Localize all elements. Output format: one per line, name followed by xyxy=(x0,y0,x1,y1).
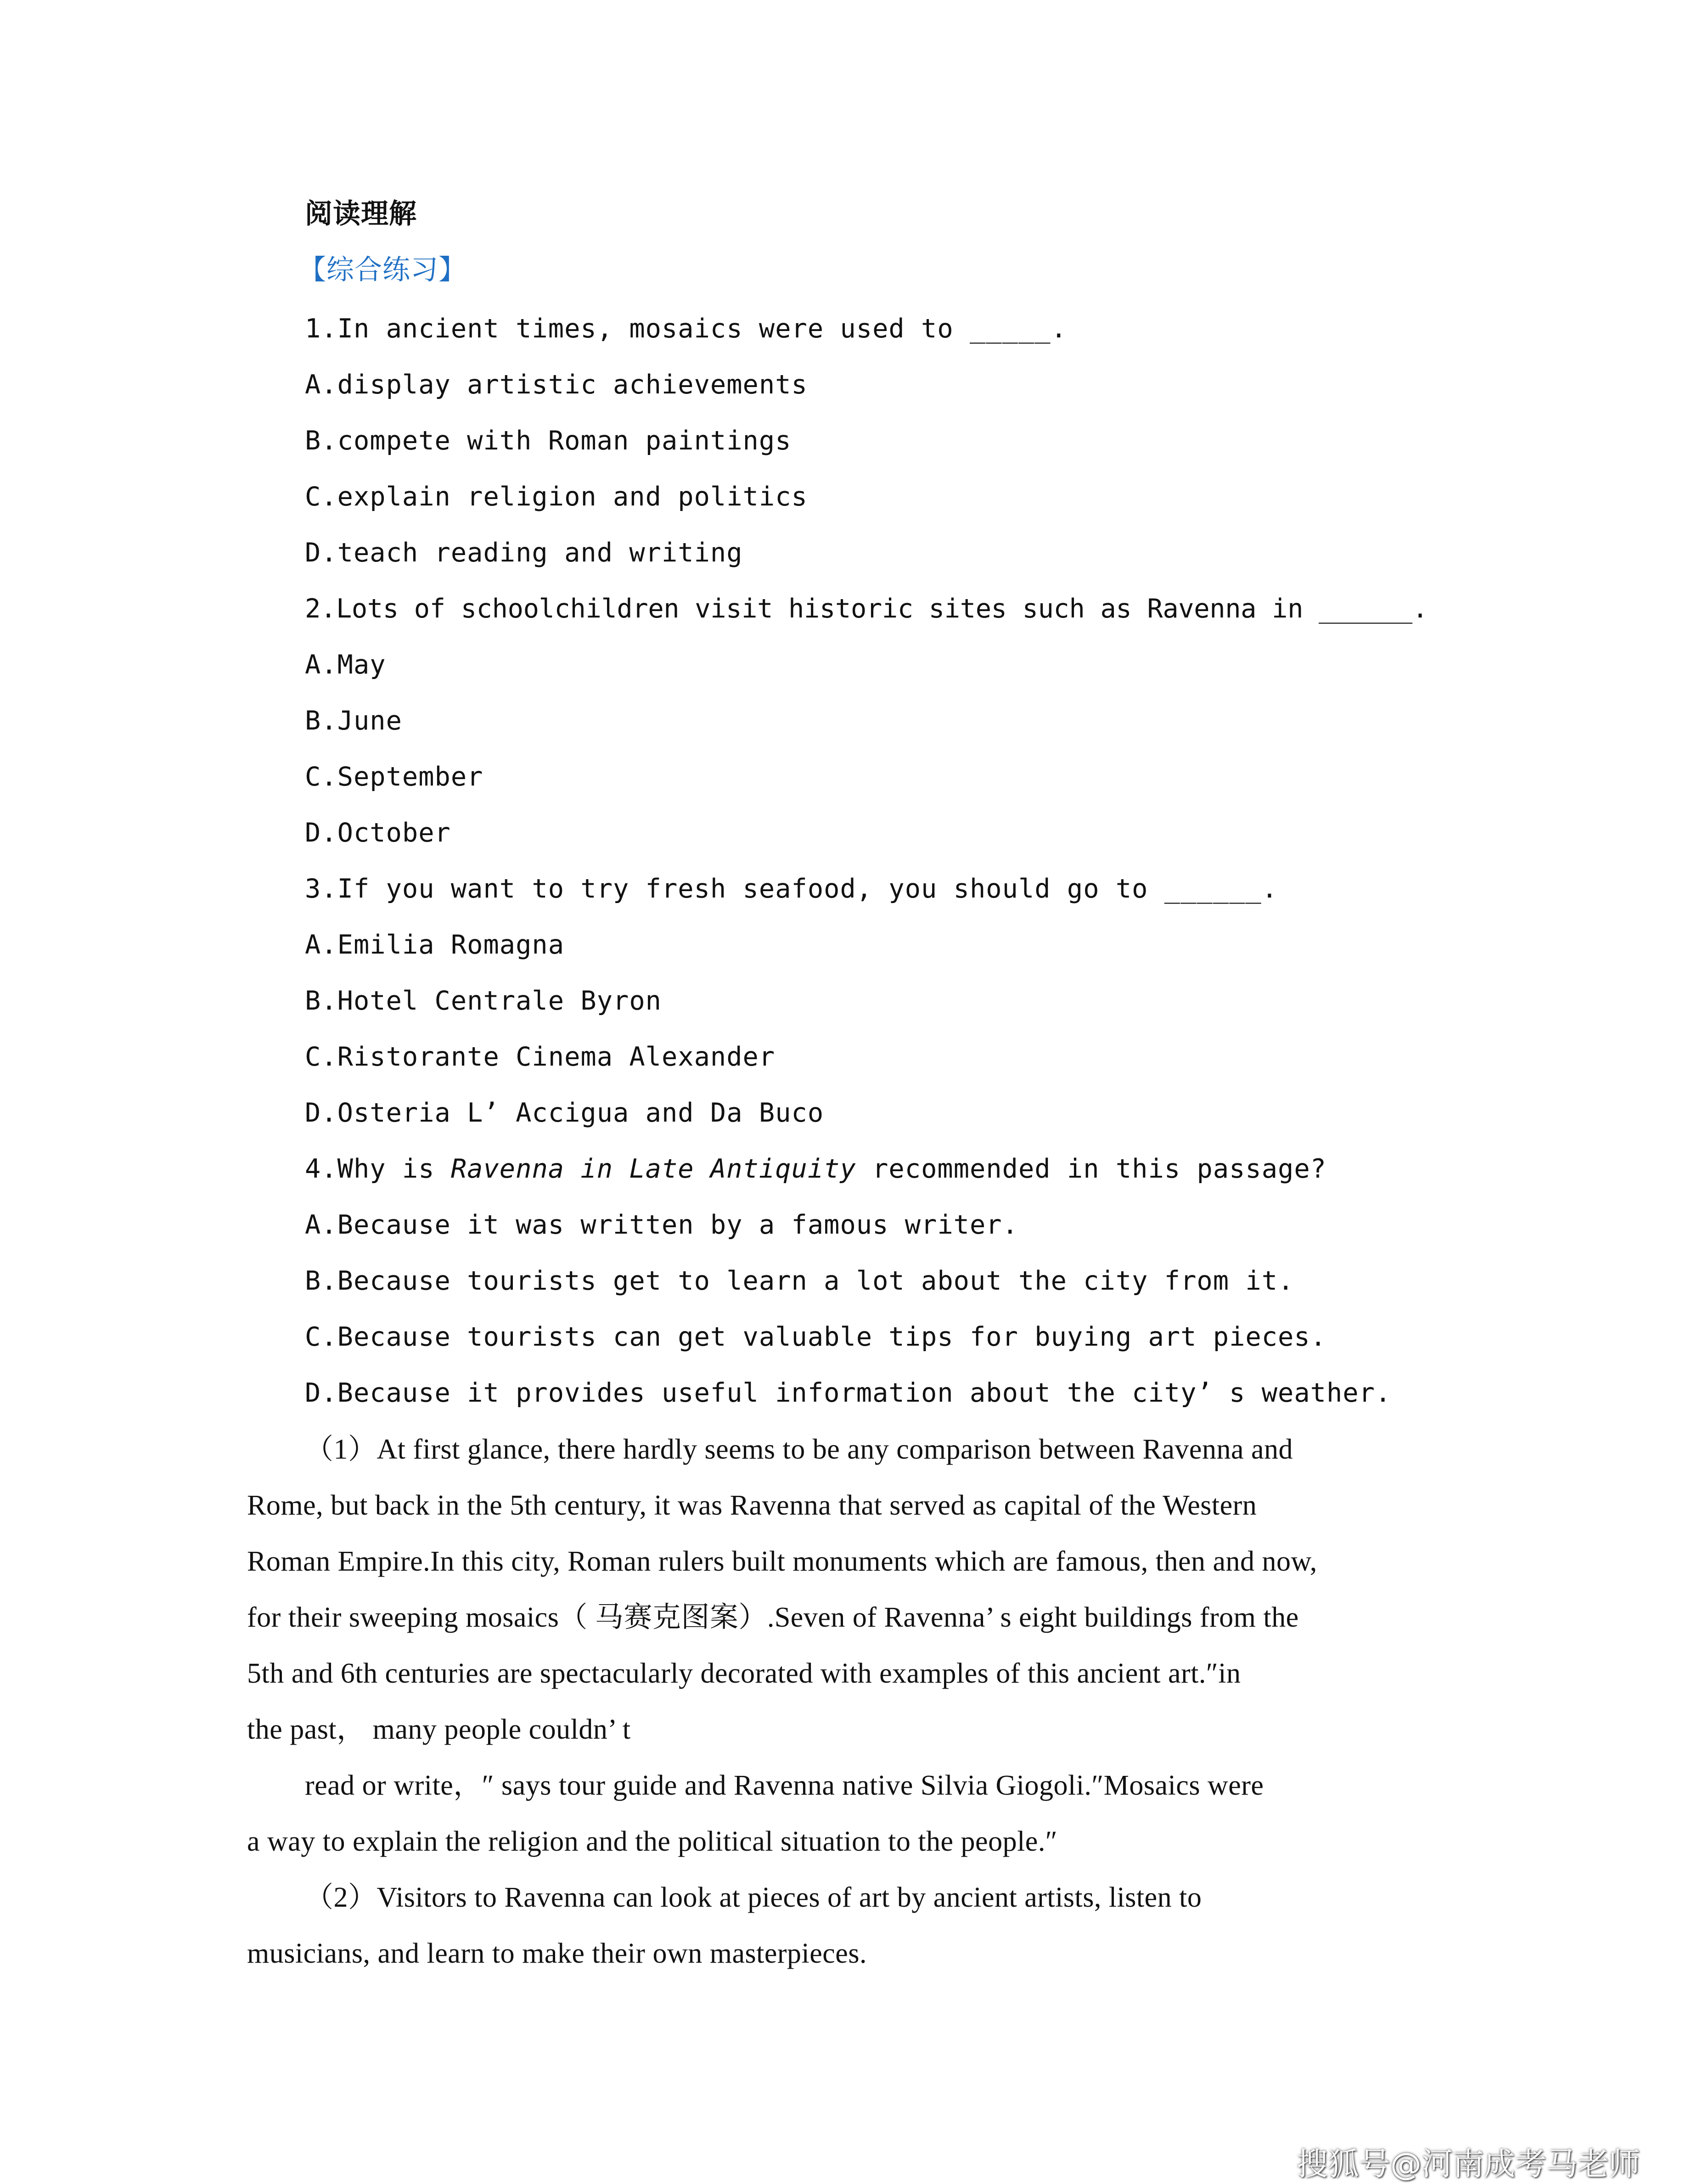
question-3-stem: 3.If you want to try fresh seafood, you should go to ______. xyxy=(305,874,1278,904)
question-3-option-b: B.Hotel Centrale Byron xyxy=(305,986,662,1016)
passage-line: musicians, and learn to make their own masterpieces. xyxy=(247,1938,867,1969)
passage-line: the past， many people couldn’ t xyxy=(247,1714,631,1745)
question-2-stem: 2.Lots of schoolchildren visit historic sites such as Ravenna in ______. xyxy=(305,594,1428,624)
question-1-stem: 1.In ancient times, mosaics were used to _____. xyxy=(305,314,1067,344)
question-1-option-a: A.display artistic achievements xyxy=(305,370,808,400)
question-4-option-d: D.Because it provides useful information about the city’ s weather. xyxy=(305,1378,1392,1408)
passage-line: a way to explain the religion and the political situation to the people.″ xyxy=(247,1826,1058,1857)
question-2-option-a: A.May xyxy=(305,650,386,680)
watermark: 搜狐号@河南成考马老师 xyxy=(1296,2146,1640,2183)
question-3-option-c: C.Ristorante Cinema Alexander xyxy=(305,1042,776,1072)
section-label: 【综合练习】 xyxy=(298,254,466,286)
question-1-option-d: D.teach reading and writing xyxy=(305,538,743,568)
passage-line: for their sweeping mosaics（ 马赛克图案）.Seven of Ravenna’ s eight buildings from the xyxy=(247,1602,1299,1633)
passage-line: Roman Empire.In this city, Roman rulers built monuments which are famous, then and now, xyxy=(247,1546,1317,1577)
passage-line: 5th and 6th centuries are spectacularly decorated with examples of this ancient art.″in xyxy=(247,1658,1241,1689)
question-1-option-c: C.explain religion and politics xyxy=(305,482,808,512)
question-4-stem-prefix: 4.Why is xyxy=(305,1154,451,1184)
question-2-option-c: C.September xyxy=(305,762,483,792)
question-2-option-b: B.June xyxy=(305,706,402,736)
passage-line: Rome, but back in the 5th century, it was Ravenna that served as capital of the Western xyxy=(247,1490,1257,1521)
question-4-stem xyxy=(305,1156,1326,1182)
question-4-option-c: C.Because tourists can get valuable tips for buying art pieces. xyxy=(305,1322,1326,1352)
question-2-option-d: D.October xyxy=(305,818,451,848)
question-3-option-d: D.Osteria L’ Accigua and Da Buco xyxy=(305,1098,824,1128)
passage-line: （1）At first glance, there hardly seems to be any comparison between Ravenna and xyxy=(305,1434,1293,1465)
book-title: Ravenna in Late Antiquity xyxy=(450,1154,856,1184)
question-4-option-a: A.Because it was written by a famous writer. xyxy=(305,1210,1018,1240)
question-4-stem-suffix: recommended in this passage? xyxy=(856,1154,1326,1184)
passage-line: read or write，″ says tour guide and Ravenna native Silvia Giogoli.″Mosaics were xyxy=(305,1770,1264,1801)
question-3-option-a: A.Emilia Romagna xyxy=(305,930,565,960)
page-heading: 阅读理解 xyxy=(305,198,417,230)
question-1-option-b: B.compete with Roman paintings xyxy=(305,426,792,456)
passage-line: （2）Visitors to Ravenna can look at pieces of art by ancient artists, listen to xyxy=(305,1882,1202,1913)
question-4-option-b: B.Because tourists get to learn a lot about the city from it. xyxy=(305,1266,1294,1296)
